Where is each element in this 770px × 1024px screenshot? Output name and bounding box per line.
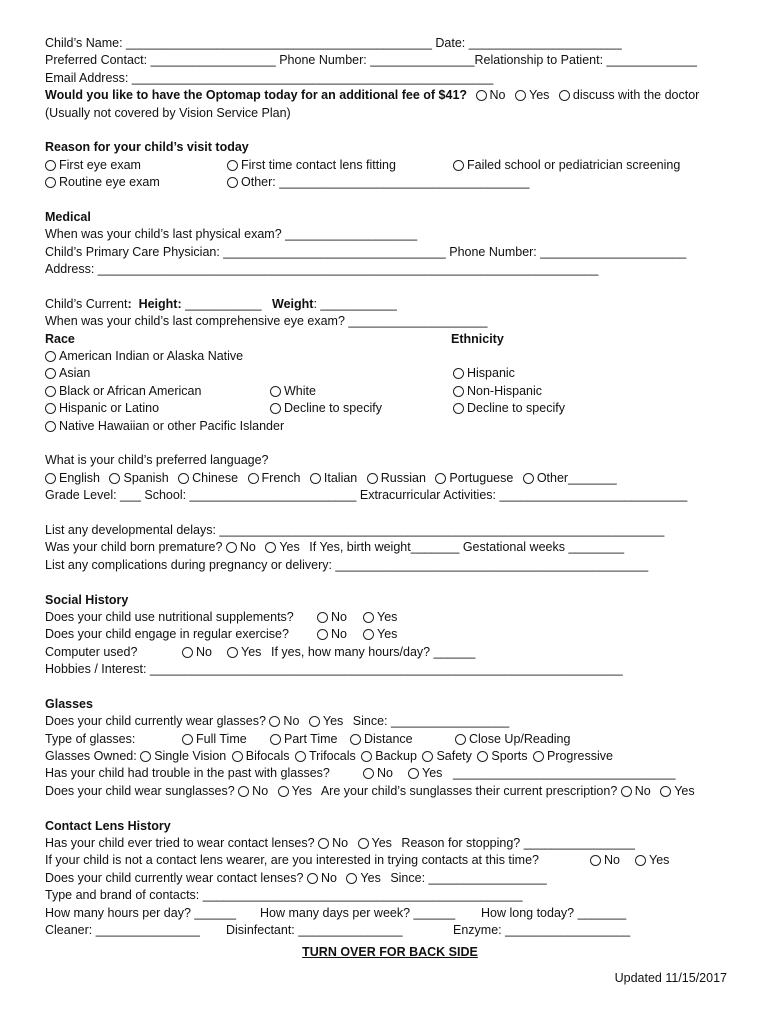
birth-weight-line[interactable]: If Yes, birth weight_______ Gestational weeks ________: [309, 540, 625, 555]
radio-icon[interactable]: [559, 90, 570, 101]
first-contact-fitting-option[interactable]: First time contact lens fitting: [227, 157, 396, 174]
glasses-trouble-question: Has your child had trouble in the past with glasses?: [45, 766, 330, 781]
radio-icon[interactable]: [232, 751, 243, 762]
radio-icon[interactable]: [408, 768, 419, 779]
radio-icon[interactable]: [590, 855, 601, 866]
premature-question: Was your child born premature?: [45, 540, 223, 555]
distance-option[interactable]: Distance: [350, 731, 413, 748]
ethnicity-non-hispanic-option[interactable]: Non-Hispanic: [453, 383, 542, 400]
radio-icon[interactable]: [533, 751, 544, 762]
sunglasses-no-option[interactable]: No: [238, 783, 268, 800]
radio-icon[interactable]: [270, 386, 281, 397]
language-english-option[interactable]: English: [45, 470, 100, 487]
backup-option[interactable]: Backup: [361, 748, 417, 765]
contacts-interest-question: If your child is not a contact lens wearer, are you interested in trying contacts at this time?: [45, 853, 539, 868]
radio-icon[interactable]: [317, 629, 328, 640]
last-eye-exam-line[interactable]: When was your child’s last comprehensive eye exam? ____________________: [45, 314, 488, 329]
social-history-title: Social History: [45, 592, 129, 607]
premature-no-option[interactable]: No: [226, 539, 256, 556]
race-title: Race: [45, 331, 75, 346]
radio-icon[interactable]: [295, 751, 306, 762]
language-italian-option[interactable]: Italian: [310, 470, 357, 487]
radio-icon[interactable]: [226, 542, 237, 553]
language-french-option[interactable]: French: [248, 470, 301, 487]
radio-icon[interactable]: [45, 177, 56, 188]
sports-option[interactable]: Sports: [477, 748, 527, 765]
radio-icon[interactable]: [635, 855, 646, 866]
language-other-option[interactable]: Other_______: [523, 470, 617, 487]
glasses-title: Glasses: [45, 696, 93, 711]
trouble-yes-option[interactable]: Yes: [408, 765, 442, 782]
last-physical-line[interactable]: When was your child’s last physical exam? ___________________: [45, 227, 418, 242]
patient-intake-form: [45, 35, 735, 962]
language-portuguese-option[interactable]: Portuguese: [435, 470, 513, 487]
contacts-tried-row: [45, 835, 735, 852]
supplements-question: Does your child use nutritional supplements?: [45, 609, 294, 624]
radio-icon[interactable]: [270, 403, 281, 414]
contacts-tried-yes-option[interactable]: Yes: [358, 835, 392, 852]
radio-icon[interactable]: [182, 647, 193, 658]
race-black-option[interactable]: Black or African American: [45, 383, 201, 400]
complications-line[interactable]: List any complications during pregnancy or delivery: _____________________________________________: [45, 557, 649, 572]
reason-row-2: [45, 174, 735, 191]
grade-school-line[interactable]: Grade Level: ___ School: ________________________ Extracurricular Activities: ___________________________: [45, 488, 688, 503]
language-chinese-option[interactable]: Chinese: [178, 470, 238, 487]
radio-icon[interactable]: [109, 473, 120, 484]
radio-icon[interactable]: [363, 629, 374, 640]
trouble-no-option[interactable]: No: [363, 765, 393, 782]
radio-icon[interactable]: [227, 160, 238, 171]
prescription-question: Are your child’s sunglasses their current prescription?: [320, 783, 618, 798]
full-time-option[interactable]: Full Time: [182, 731, 247, 748]
radio-icon[interactable]: [45, 403, 56, 414]
supplements-no-option[interactable]: No: [317, 609, 347, 626]
ethnicity-hispanic-option[interactable]: Hispanic: [453, 365, 515, 382]
language-options: [45, 470, 735, 487]
optomap-question: Would you like to have the Optomap today for an additional fee of $41?: [45, 88, 468, 103]
radio-icon[interactable]: [358, 838, 369, 849]
computer-hours-line[interactable]: If yes, how many hours/day? ______: [271, 644, 476, 659]
optomap-no-option[interactable]: No: [476, 87, 506, 104]
contacts-since-line[interactable]: Since: _________________: [390, 870, 547, 885]
address-line[interactable]: Address: ________________________________________________________________________: [45, 262, 599, 277]
radio-icon[interactable]: [310, 473, 321, 484]
pcp-line[interactable]: Child’s Primary Care Physician: ________________________________ Phone Number: _____________________: [45, 244, 687, 259]
radio-icon[interactable]: [621, 786, 632, 797]
trouble-details-line[interactable]: ________________________________: [453, 766, 676, 781]
cleaner-line[interactable]: Cleaner: _______________: [45, 922, 200, 937]
prescription-yes-option[interactable]: Yes: [660, 783, 694, 800]
ethnicity-decline-option[interactable]: Decline to specify: [453, 400, 565, 417]
radio-icon[interactable]: [477, 751, 488, 762]
radio-icon[interactable]: [270, 734, 281, 745]
race-white-option[interactable]: White: [270, 383, 316, 400]
height-weight-line[interactable]: Child’s Current: Height: ___________ Weight: ___________: [45, 296, 397, 311]
single-vision-option[interactable]: Single Vision: [140, 748, 226, 765]
reason-title: Reason for your child’s visit today: [45, 140, 249, 155]
radio-icon[interactable]: [182, 734, 193, 745]
race-row-3: [45, 383, 735, 400]
contacts-current-no-option[interactable]: No: [307, 870, 337, 887]
developmental-delays-line[interactable]: List any developmental delays: ________________________________________________________________: [45, 522, 665, 537]
radio-icon[interactable]: [476, 90, 487, 101]
radio-icon[interactable]: [238, 786, 249, 797]
enzyme-line[interactable]: Enzyme: __________________: [453, 922, 631, 937]
interest-no-option[interactable]: No: [590, 852, 620, 869]
language-spanish-option[interactable]: Spanish: [109, 470, 168, 487]
email-line[interactable]: Email Address: ____________________________________________________: [45, 70, 494, 85]
race-decline-option[interactable]: Decline to specify: [270, 400, 382, 417]
radio-icon[interactable]: [269, 716, 280, 727]
reason-row-1: [45, 157, 735, 174]
contacts-tried-no-option[interactable]: No: [318, 835, 348, 852]
radio-icon[interactable]: [361, 751, 372, 762]
weight-label: Weight: [272, 296, 314, 311]
radio-icon[interactable]: [318, 838, 329, 849]
interest-yes-option[interactable]: Yes: [635, 852, 669, 869]
glasses-type-row: [45, 731, 735, 748]
computer-yes-option[interactable]: Yes: [227, 644, 261, 661]
language-question: What is your child’s preferred language?: [45, 453, 269, 468]
radio-icon[interactable]: [350, 734, 361, 745]
race-row-2: [45, 365, 735, 382]
routine-eye-exam-option[interactable]: Routine eye exam: [45, 174, 160, 191]
premature-yes-option[interactable]: Yes: [265, 539, 299, 556]
sunglasses-row: [45, 783, 735, 800]
height-label: Height:: [138, 296, 182, 311]
days-per-week-line[interactable]: How many days per week? ______: [260, 905, 456, 920]
race-hispanic-latino-option[interactable]: Hispanic or Latino: [45, 400, 159, 417]
wear-glasses-yes-option[interactable]: Yes: [309, 713, 343, 730]
turn-over-notice: TURN OVER FOR BACK SIDE: [302, 945, 478, 960]
radio-icon[interactable]: [363, 612, 374, 623]
wear-glasses-row: [45, 713, 735, 730]
part-time-option[interactable]: Part Time: [270, 731, 338, 748]
radio-icon[interactable]: [45, 351, 56, 362]
race-row-4: [45, 400, 735, 417]
radio-icon[interactable]: [346, 873, 357, 884]
optomap-note: (Usually not covered by Vision Service Plan): [45, 105, 291, 120]
radio-icon[interactable]: [523, 473, 534, 484]
sunglasses-yes-option[interactable]: Yes: [278, 783, 312, 800]
reason-stopping-line[interactable]: Reason for stopping? ________________: [401, 835, 635, 850]
language-russian-option[interactable]: Russian: [367, 470, 426, 487]
contacts-usage-row: [45, 905, 735, 922]
trifocals-option[interactable]: Trifocals: [295, 748, 356, 765]
glasses-trouble-row: [45, 765, 735, 782]
prescription-no-option[interactable]: No: [621, 783, 651, 800]
radio-icon[interactable]: [435, 473, 446, 484]
failed-screening-option[interactable]: Failed school or pediatrician screening: [453, 157, 680, 174]
preferred-contact-line[interactable]: Preferred Contact: __________________ Phone Number: _______________Relationship to Patient: _____________: [45, 53, 697, 68]
optomap-yes-option[interactable]: Yes: [515, 87, 549, 104]
radio-icon[interactable]: [307, 873, 318, 884]
safety-option[interactable]: Safety: [422, 748, 471, 765]
bifocals-option[interactable]: Bifocals: [232, 748, 290, 765]
contacts-solutions-row: [45, 922, 735, 939]
supplements-row: [45, 609, 735, 626]
contacts-current-question: Does your child currently wear contact lenses?: [45, 870, 304, 885]
radio-icon[interactable]: [660, 786, 671, 797]
radio-icon[interactable]: [422, 751, 433, 762]
close-up-reading-option[interactable]: Close Up/Reading: [455, 731, 570, 748]
radio-icon[interactable]: [227, 177, 238, 188]
updated-date: Updated 11/15/2017: [614, 971, 727, 985]
glasses-since-line[interactable]: Since: _________________: [352, 714, 510, 729]
radio-icon[interactable]: [140, 751, 151, 762]
exercise-yes-option[interactable]: Yes: [363, 626, 397, 643]
hours-per-day-line[interactable]: How many hours per day? ______: [45, 905, 237, 920]
radio-icon[interactable]: [453, 386, 464, 397]
optomap-discuss-option[interactable]: discuss with the doctor: [559, 87, 699, 104]
ethnicity-title: Ethnicity: [451, 331, 504, 346]
computer-question: Computer used?: [45, 644, 138, 659]
contacts-interest-row: [45, 852, 735, 869]
radio-icon[interactable]: [455, 734, 466, 745]
radio-icon[interactable]: [45, 421, 56, 432]
contacts-type-brand-line[interactable]: Type and brand of contacts: ______________________________________________: [45, 888, 523, 903]
radio-icon[interactable]: [453, 160, 464, 171]
height-blank[interactable]: ___________: [185, 296, 262, 311]
optomap-row: [45, 87, 735, 104]
weight-blank[interactable]: : ___________: [313, 296, 397, 311]
childs-name-line[interactable]: Child’s Name: ____________________________________________ Date: ______________________: [45, 36, 622, 50]
race-row-5: [45, 418, 735, 435]
other-reason-option[interactable]: Other: ____________________________________: [227, 174, 529, 191]
glasses-type-label: Type of glasses:: [45, 731, 136, 746]
computer-no-option[interactable]: No: [182, 644, 212, 661]
radio-icon[interactable]: [309, 716, 320, 727]
glasses-owned-row: [45, 748, 735, 765]
contacts-current-row: [45, 870, 735, 887]
exercise-no-option[interactable]: No: [317, 626, 347, 643]
race-asian-option[interactable]: Asian: [45, 365, 90, 382]
race-row-1: [45, 348, 735, 365]
radio-icon[interactable]: [278, 786, 289, 797]
contact-lens-title: Contact Lens History: [45, 818, 171, 833]
radio-icon[interactable]: [227, 647, 238, 658]
radio-icon[interactable]: [317, 612, 328, 623]
radio-icon[interactable]: [178, 473, 189, 484]
hobbies-line[interactable]: Hobbies / Interest: ____________________________________________________________________: [45, 662, 623, 677]
race-hawaiian-option[interactable]: Native Hawaiian or other Pacific Islander: [45, 418, 284, 435]
glasses-owned-label: Glasses Owned:: [45, 749, 137, 764]
current-label: Child’s Current: [45, 296, 128, 311]
radio-icon[interactable]: [265, 542, 276, 553]
radio-icon[interactable]: [45, 368, 56, 379]
radio-icon[interactable]: [45, 160, 56, 171]
computer-row: [45, 644, 735, 661]
radio-icon[interactable]: [367, 473, 378, 484]
premature-row: [45, 539, 735, 556]
radio-icon[interactable]: [363, 768, 374, 779]
race-ethnicity-header: [45, 331, 735, 348]
wear-glasses-no-option[interactable]: No: [269, 713, 299, 730]
sunglasses-question: Does your child wear sunglasses?: [45, 783, 235, 798]
how-long-today-line[interactable]: How long today? _______: [481, 905, 627, 920]
radio-icon[interactable]: [515, 90, 526, 101]
exercise-row: [45, 626, 735, 643]
radio-icon[interactable]: [453, 368, 464, 379]
exercise-question: Does your child engage in regular exercise?: [45, 627, 289, 642]
first-eye-exam-option[interactable]: First eye exam: [45, 157, 141, 174]
wear-glasses-question: Does your child currently wear glasses?: [45, 714, 266, 729]
disinfectant-line[interactable]: Disinfectant: _______________: [226, 922, 403, 937]
race-american-indian-option[interactable]: American Indian or Alaska Native: [45, 348, 243, 365]
radio-icon[interactable]: [45, 386, 56, 397]
supplements-yes-option[interactable]: Yes: [363, 609, 397, 626]
contacts-current-yes-option[interactable]: Yes: [346, 870, 380, 887]
radio-icon[interactable]: [248, 473, 259, 484]
medical-title: Medical: [45, 209, 91, 224]
progressive-option[interactable]: Progressive: [533, 748, 613, 765]
radio-icon[interactable]: [45, 473, 56, 484]
radio-icon[interactable]: [453, 403, 464, 414]
contacts-tried-question: Has your child ever tried to wear contact lenses?: [45, 835, 315, 850]
